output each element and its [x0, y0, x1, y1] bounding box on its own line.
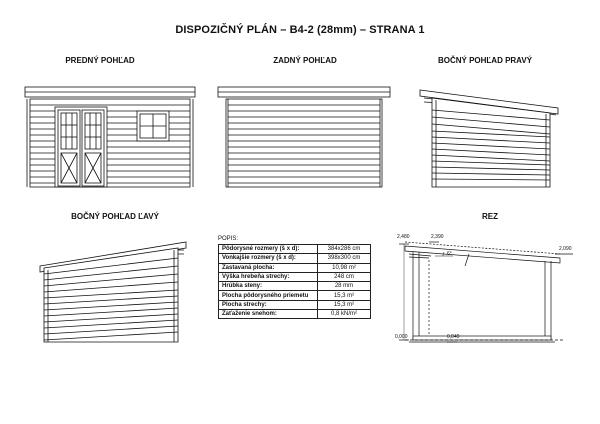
popis-label: Plocha strechy:	[219, 300, 318, 309]
front-view-drawing	[25, 85, 195, 190]
popis-value: 0,8 kN/m²	[318, 310, 371, 319]
popis-value: 28 mm	[318, 282, 371, 291]
popis-value: 15,3 m²	[318, 291, 371, 300]
popis-label: Plocha pôdorysného priemetu	[219, 291, 318, 300]
popis-label: Zaťaženie snehom:	[219, 310, 318, 319]
section-drawing	[395, 228, 585, 353]
popis-value: 384x286 cm	[318, 245, 371, 254]
right-view-drawing	[420, 80, 560, 190]
dim-ridge: 2,480	[397, 234, 410, 240]
table-row	[219, 282, 371, 291]
dim-ground: 0,000	[395, 334, 408, 340]
label-right-view: BOČNÝ POHĽAD PRAVÝ	[437, 56, 533, 65]
label-section-view: REZ	[482, 212, 498, 221]
popis-value: 398x300 cm	[318, 254, 371, 263]
popis-label: Výška hrebeňa strechy:	[219, 272, 318, 281]
popis-table	[218, 244, 371, 319]
popis-label: Pôdorysné rozmery (š x d):	[219, 245, 318, 254]
front-window	[137, 111, 169, 141]
dim-floor: 0,049	[447, 334, 460, 340]
popis-label: Zastavaná plocha:	[219, 263, 318, 272]
table-row	[219, 245, 371, 254]
label-back-view: ZADNÝ POHĽAD	[273, 56, 337, 65]
table-row	[219, 263, 371, 272]
table-row	[219, 291, 371, 300]
popis-value: 10,98 m²	[318, 263, 371, 272]
left-view-drawing	[40, 236, 190, 346]
label-left-view: BOČNÝ POHĽAD ĽAVÝ	[71, 212, 159, 221]
popis-value: 15,3 m²	[318, 300, 371, 309]
dim-eave: 2,090	[559, 246, 572, 252]
popis-label: Hrúbka steny:	[219, 282, 318, 291]
table-row	[219, 310, 371, 319]
table-row	[219, 272, 371, 281]
back-view-drawing	[218, 85, 390, 190]
table-row	[219, 254, 371, 263]
popis-value: 248 cm	[318, 272, 371, 281]
dim-angle: 6°	[447, 251, 452, 257]
label-front-view: PREDNÝ POHĽAD	[65, 56, 135, 65]
page-title: DISPOZIČNÝ PLÁN – B4-2 (28mm) – STRANA 1	[175, 24, 425, 36]
dim-top: 2,390	[431, 234, 444, 240]
table-row	[219, 300, 371, 309]
popis-label: Vonkajšie rozmery (š x d):	[219, 254, 318, 263]
front-double-door	[55, 107, 107, 187]
popis-caption: POPIS:	[218, 236, 239, 242]
